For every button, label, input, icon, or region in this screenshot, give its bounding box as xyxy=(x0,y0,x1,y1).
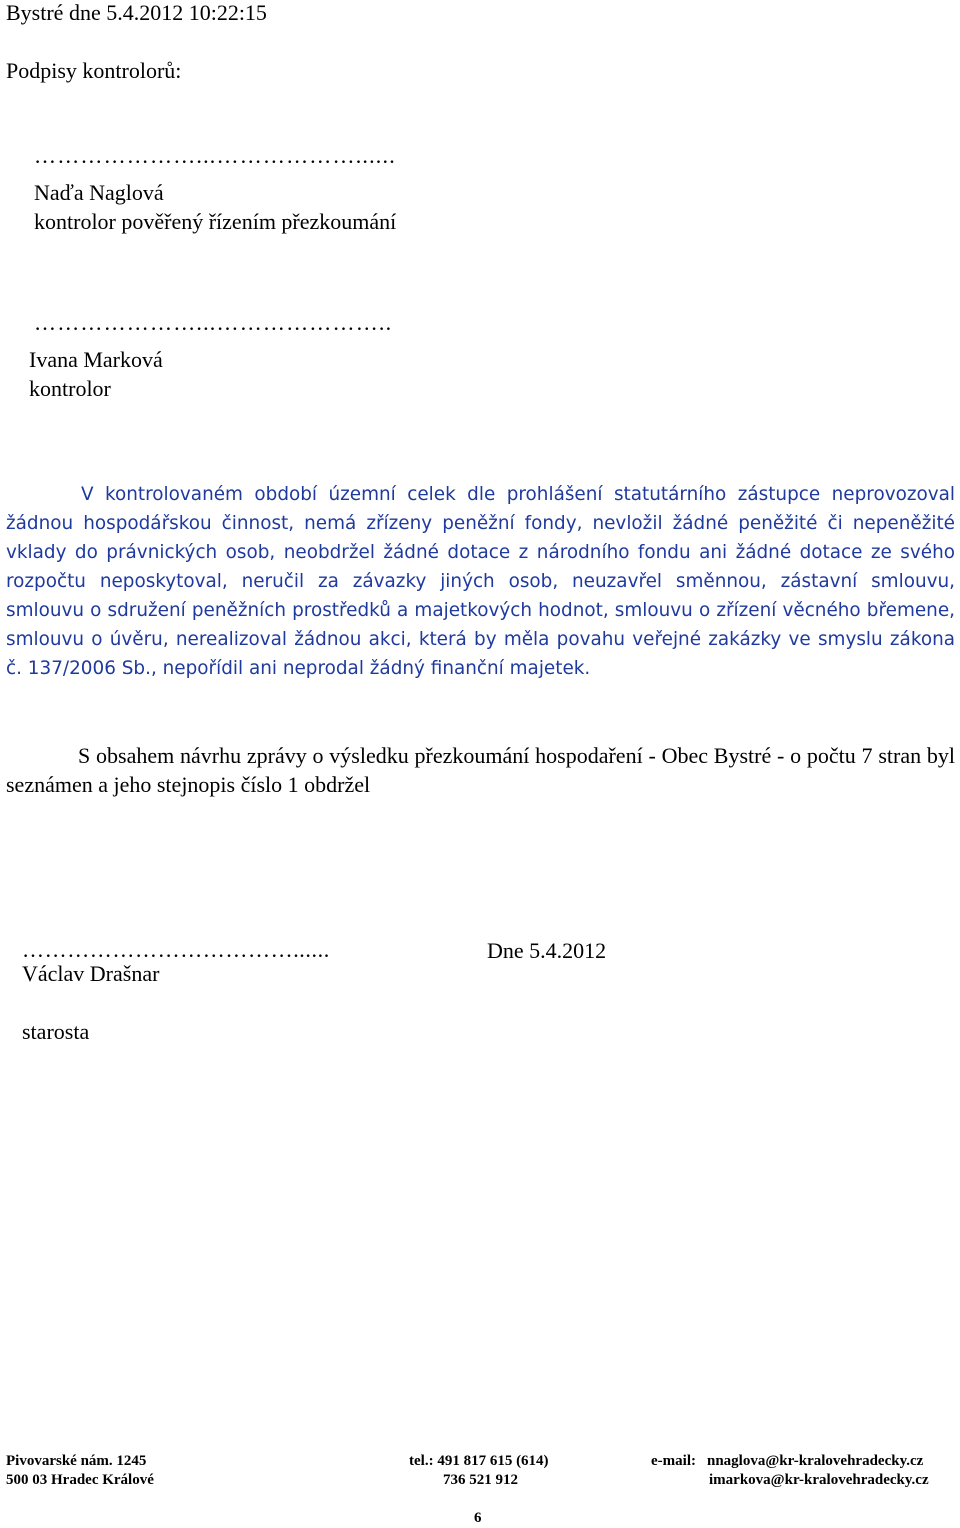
signer-role: kontrolor xyxy=(29,376,111,401)
signer-role: kontrolor pověřený řízením přezkoumání xyxy=(34,209,397,234)
statement-paragraph: V kontrolovaném období územní celek dle prohlášení statutárního zástupce neprovozoval žádnou hospodářskou činnost, nemá zřízeny peněžní fondy, nevložil žádné peněžité či nepeněžité vklady do právnických osob, neobdržel žádné dotace z národního fondu ani žádné dotace ze svého rozpočtu neposkytoval, neručil za závazky jiných osob, neuzavřel směnnou, zástavní smlouvu, smlouvu o sdružení peněžních prostředků a majetkových hodnot, smlouvu o zřízení věcného břemene, smlouvu o úvěru, nerealizoval žádnou akci, která by měla povahu veřejné zakázky ve smyslu zákona č. 137/2006 Sb., nepořídil ani neprodal žádný finanční majetek. xyxy=(6,484,955,679)
signer-name: Ivana Marková xyxy=(29,347,163,372)
acknowledgement-paragraph: S obsahem návrhu zprávy o výsledku přezkoumání hospodaření - Obec Bystré - o počtu 7 stran byl seznámen a jeho stejnopis číslo 1 obdržel xyxy=(6,743,955,797)
footer-address-line1: Pivovarské nám. 1245 xyxy=(6,1453,147,1469)
place-date: Bystré dne 5.4.2012 10:22:15 xyxy=(6,0,267,25)
footer-email-label: e-mail: xyxy=(651,1453,696,1469)
signer-role: starosta xyxy=(22,1019,90,1044)
signer-name: Naďa Naglová xyxy=(34,180,164,205)
footer-phone-line2: 736 521 912 xyxy=(443,1472,518,1488)
footer-email2[interactable]: imarkova@kr-kralovehradecky.cz xyxy=(709,1472,929,1488)
signature-line: …………………...………………...... xyxy=(34,143,396,168)
footer-email1[interactable]: nnaglova@kr-kralovehradecky.cz xyxy=(707,1453,924,1469)
footer-address-line2: 500 03 Hradec Králové xyxy=(6,1472,154,1488)
signature-line: ………………………………...... xyxy=(22,937,330,962)
page-number: 6 xyxy=(474,1510,482,1526)
signature-line: …………………...………………….. xyxy=(34,310,393,335)
footer-phone-line1: tel.: 491 817 615 (614) xyxy=(409,1453,549,1469)
signer-name: Václav Drašnar xyxy=(22,961,160,986)
signatures-label: Podpisy kontrolorů: xyxy=(6,58,182,83)
mayor-date: Dne 5.4.2012 xyxy=(487,938,607,963)
